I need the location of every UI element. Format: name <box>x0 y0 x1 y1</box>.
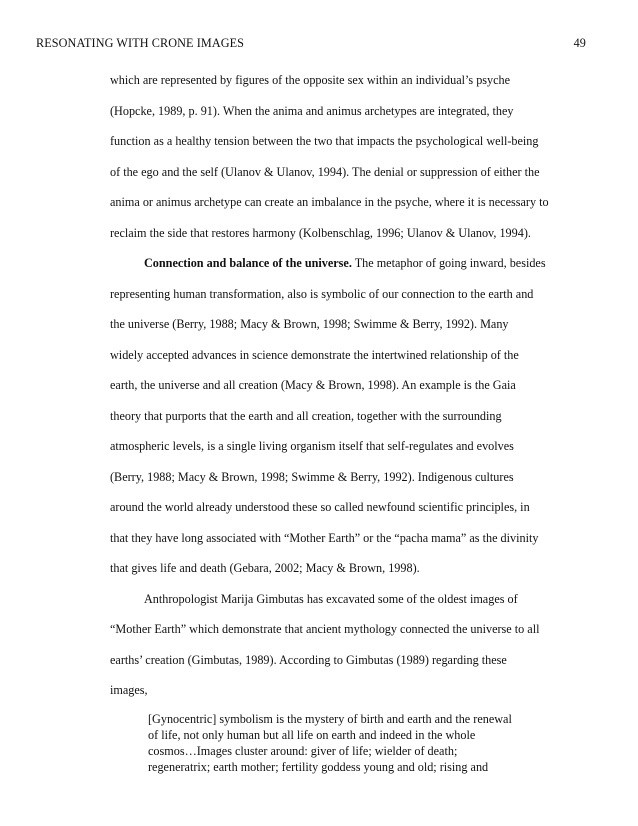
text-line: that they have long associated with “Mother Earth” or the “pacha mama” as the divinity <box>110 531 539 545</box>
text-line: anima or animus archetype can create an imbalance in the psyche, where it is necessary to <box>110 195 549 209</box>
quote-line: regeneratrix; earth mother; fertility goddess young and old; rising and <box>148 760 489 774</box>
text-line: atmospheric levels, is a single living organism itself that self-regulates and evolves <box>110 439 514 453</box>
text-line: theory that purports that the earth and all creation, together with the surrounding <box>110 409 502 423</box>
quote-line: [Gynocentric] symbolism is the mystery of birth and earth and the renewal <box>148 712 512 726</box>
text-line: (Hopcke, 1989, p. 91). When the anima and animus archetypes are integrated, they <box>110 104 514 118</box>
running-head-title: RESONATING WITH CRONE IMAGES <box>36 36 245 50</box>
text-line: earths’ creation (Gimbutas, 1989). According to Gimbutas (1989) regarding these <box>110 653 507 667</box>
text-line: Anthropologist Marija Gimbutas has excavated some of the oldest images of <box>144 592 518 606</box>
text-line: around the world already understood these so called newfound scientific principles, in <box>110 500 530 514</box>
text-line: of the ego and the self (Ulanov & Ulanov, 1994). The denial or suppression of either the <box>110 165 540 179</box>
text-line: representing human transformation, also is symbolic of our connection to the earth and <box>110 287 534 301</box>
text-line: widely accepted advances in science demonstrate the intertwined relationship of the <box>110 348 519 362</box>
text-line: earth, the universe and all creation (Macy & Brown, 1998). An example is the Gaia <box>110 378 516 392</box>
text-line: “Mother Earth” which demonstrate that ancient mythology connected the universe to all <box>110 622 540 636</box>
page-number: 49 <box>573 36 586 50</box>
running-head <box>36 36 586 52</box>
quote-line: of life, not only human but all life on earth and indeed in the whole <box>148 728 476 742</box>
block-quote <box>148 711 548 775</box>
section-heading: Connection and balance of the universe. <box>144 256 352 270</box>
text-line: reclaim the side that restores harmony (Kolbenschlag, 1996; Ulanov & Ulanov, 1994). <box>110 226 531 240</box>
text-line: the universe (Berry, 1988; Macy & Brown, 1998; Swimme & Berry, 1992). Many <box>110 317 509 331</box>
section-heading-line <box>144 256 546 271</box>
quote-line: cosmos…Images cluster around: giver of life; wielder of death; <box>148 744 458 758</box>
text-line: function as a healthy tension between the two that impacts the psychological well-being <box>110 134 539 148</box>
text-line: that gives life and death (Gebara, 2002; Macy & Brown, 1998). <box>110 561 420 575</box>
text-line: images, <box>110 683 148 697</box>
text-line: which are represented by figures of the opposite sex within an individual’s psyche <box>110 73 511 87</box>
text-line: (Berry, 1988; Macy & Brown, 1998; Swimme & Berry, 1992). Indigenous cultures <box>110 470 514 484</box>
heading-continuation: The metaphor of going inward, besides <box>351 256 546 270</box>
